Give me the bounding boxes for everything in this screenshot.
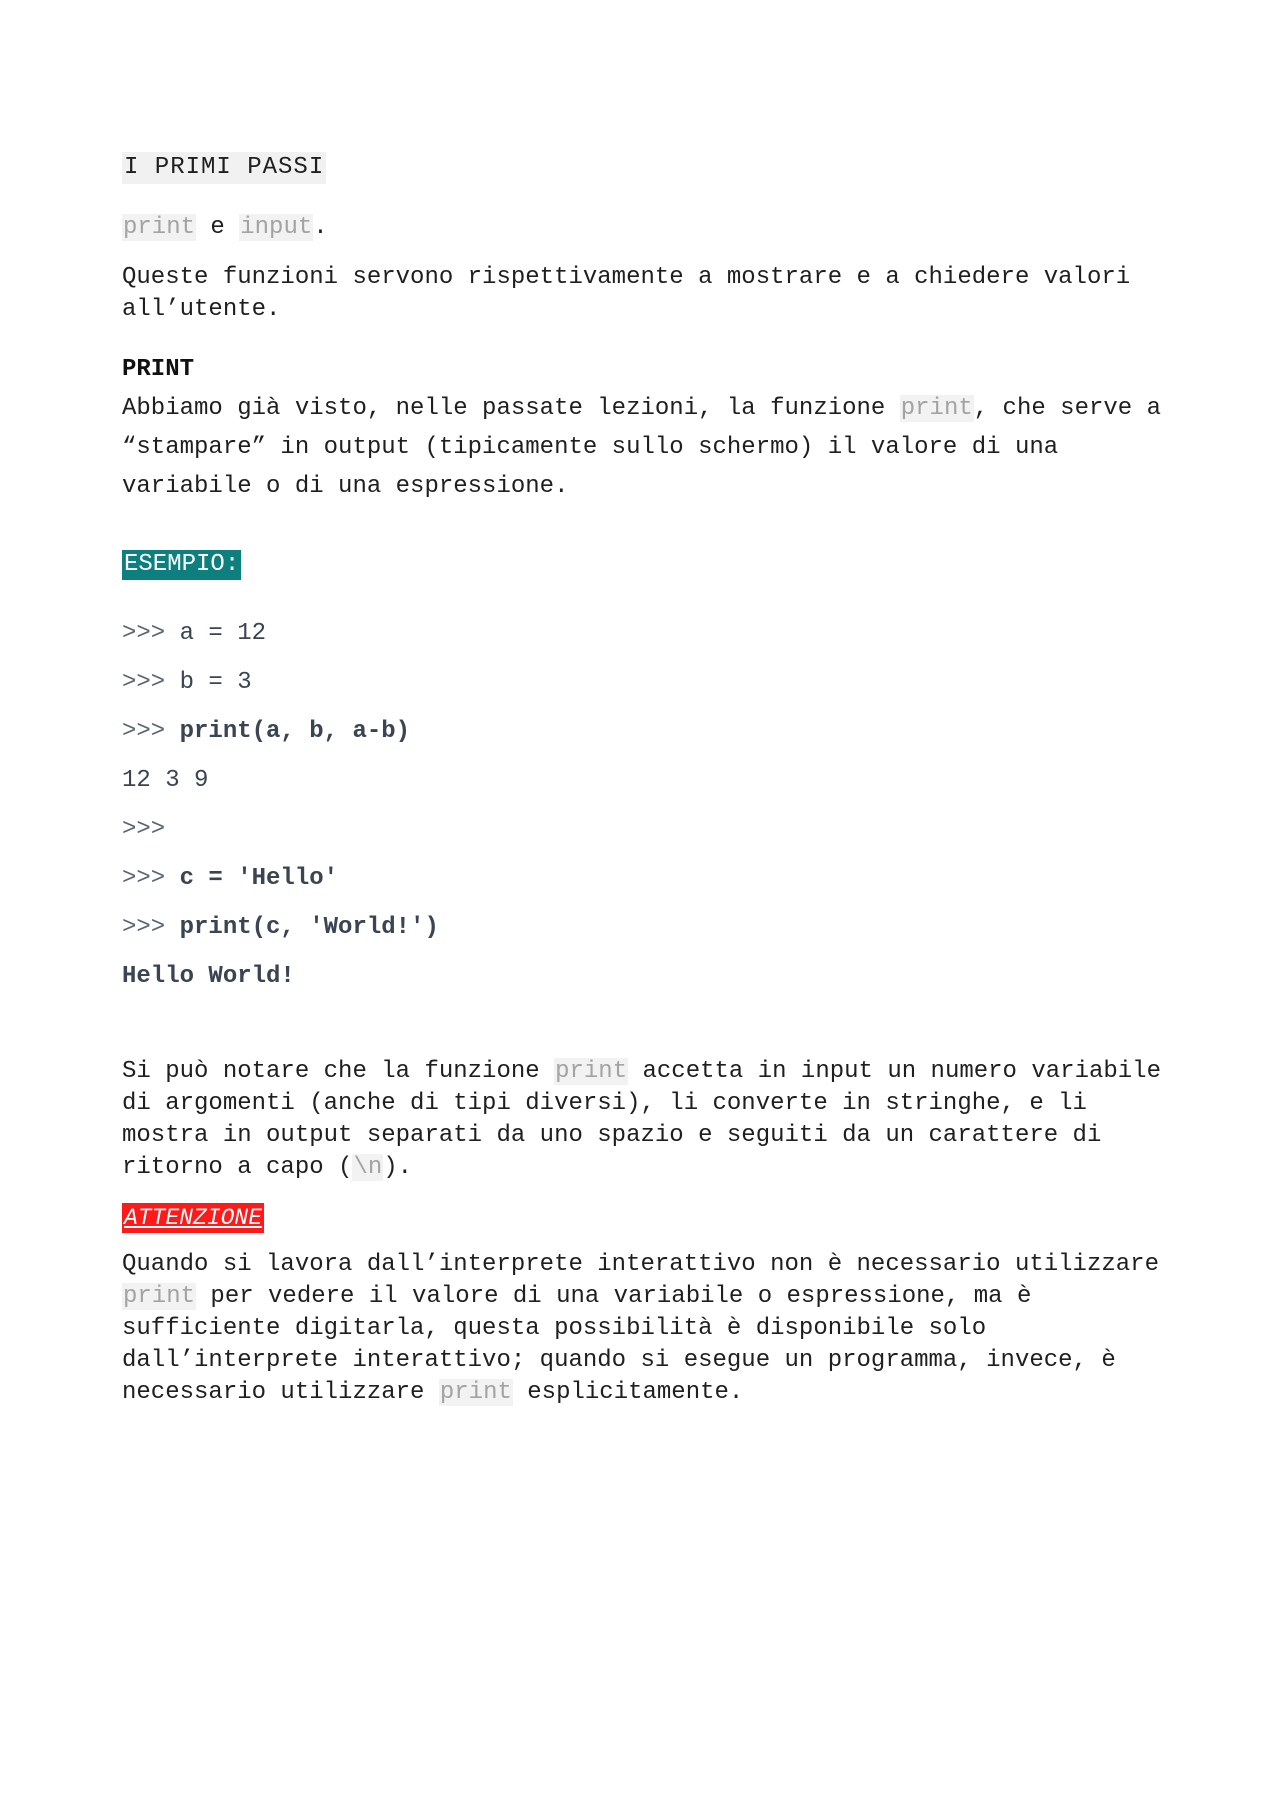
inline-code-newline: \n (353, 1154, 383, 1181)
inline-code-print: print (900, 395, 973, 422)
inline-code-input: input (240, 214, 313, 241)
example-line (122, 667, 252, 699)
print-note-paragraph (122, 1056, 1182, 1184)
repl-code: print(c, 'World!') (179, 914, 439, 941)
repl-prompt: >>> (122, 865, 180, 892)
print-desc-text-2: , che serve a “stampare” in output (tipicamente sullo schermo) il valore di una variabile o di una espressione. (122, 395, 1161, 500)
note1-text-3: ). (383, 1154, 413, 1181)
repl-prompt: >>> (122, 816, 166, 843)
inline-code-print: print (123, 1283, 196, 1310)
example-line (122, 716, 410, 748)
repl-output: Hello World! (122, 963, 295, 990)
example-line (122, 912, 439, 944)
example-output (122, 961, 295, 993)
note2-text-3: esplicitamente. (512, 1379, 744, 1406)
print-desc-text-1: Abbiamo già visto, nelle passate lezioni, la funzione (122, 395, 900, 422)
note1-text-2: accetta in input un numero variabile di argomenti (anche di tipi diversi), li converte in stringhe, e li mostra in output separati da uno spazio e seguiti da un carattere di ritorno a capo ( (122, 1058, 1161, 1181)
note2-text-1: Quando si lavora dall’interprete interattivo non è necessario utilizzare (122, 1251, 1159, 1278)
repl-code: a = 12 (179, 620, 267, 647)
example-output (122, 765, 208, 797)
repl-output: 12 3 9 (122, 767, 209, 794)
example-line (122, 618, 266, 650)
inline-code-print: print (439, 1379, 512, 1406)
note2-text-2: per vedere il valore di una variabile o espressione, ma è sufficiente digitarla, questa possibilità è disponibile solo dall’interprete interattivo; quando si esegue un programma, invece, è necessario utilizzare (122, 1283, 1116, 1406)
inline-code-print: print (123, 214, 196, 241)
intro-paragraph: Queste funzioni servono rispettivamente a mostrare e a chiedere valori all’utente. (122, 264, 1131, 323)
functions-line (122, 212, 328, 244)
repl-prompt: >>> (122, 718, 180, 745)
repl-code: b = 3 (179, 669, 252, 696)
inline-code-print: print (555, 1058, 628, 1085)
repl-code: c = 'Hello' (179, 865, 339, 892)
repl-code: print(a, b, a-b) (179, 718, 411, 745)
example-badge: ESEMPIO: (124, 551, 240, 578)
print-description (122, 389, 1182, 506)
warning-badge: ATTENZIONE (124, 1205, 263, 1231)
functions-connector: e (196, 214, 240, 241)
functions-period: . (313, 214, 328, 241)
example-line (122, 814, 165, 846)
note1-text-1: Si può notare che la funzione (122, 1058, 555, 1085)
repl-prompt: >>> (122, 914, 180, 941)
example-line (122, 863, 338, 895)
repl-prompt: >>> (122, 669, 180, 696)
interpreter-note-paragraph (122, 1249, 1182, 1409)
repl-prompt: >>> (122, 620, 180, 647)
print-heading: PRINT (122, 356, 195, 383)
page-title: I PRIMI PASSI (122, 152, 326, 184)
